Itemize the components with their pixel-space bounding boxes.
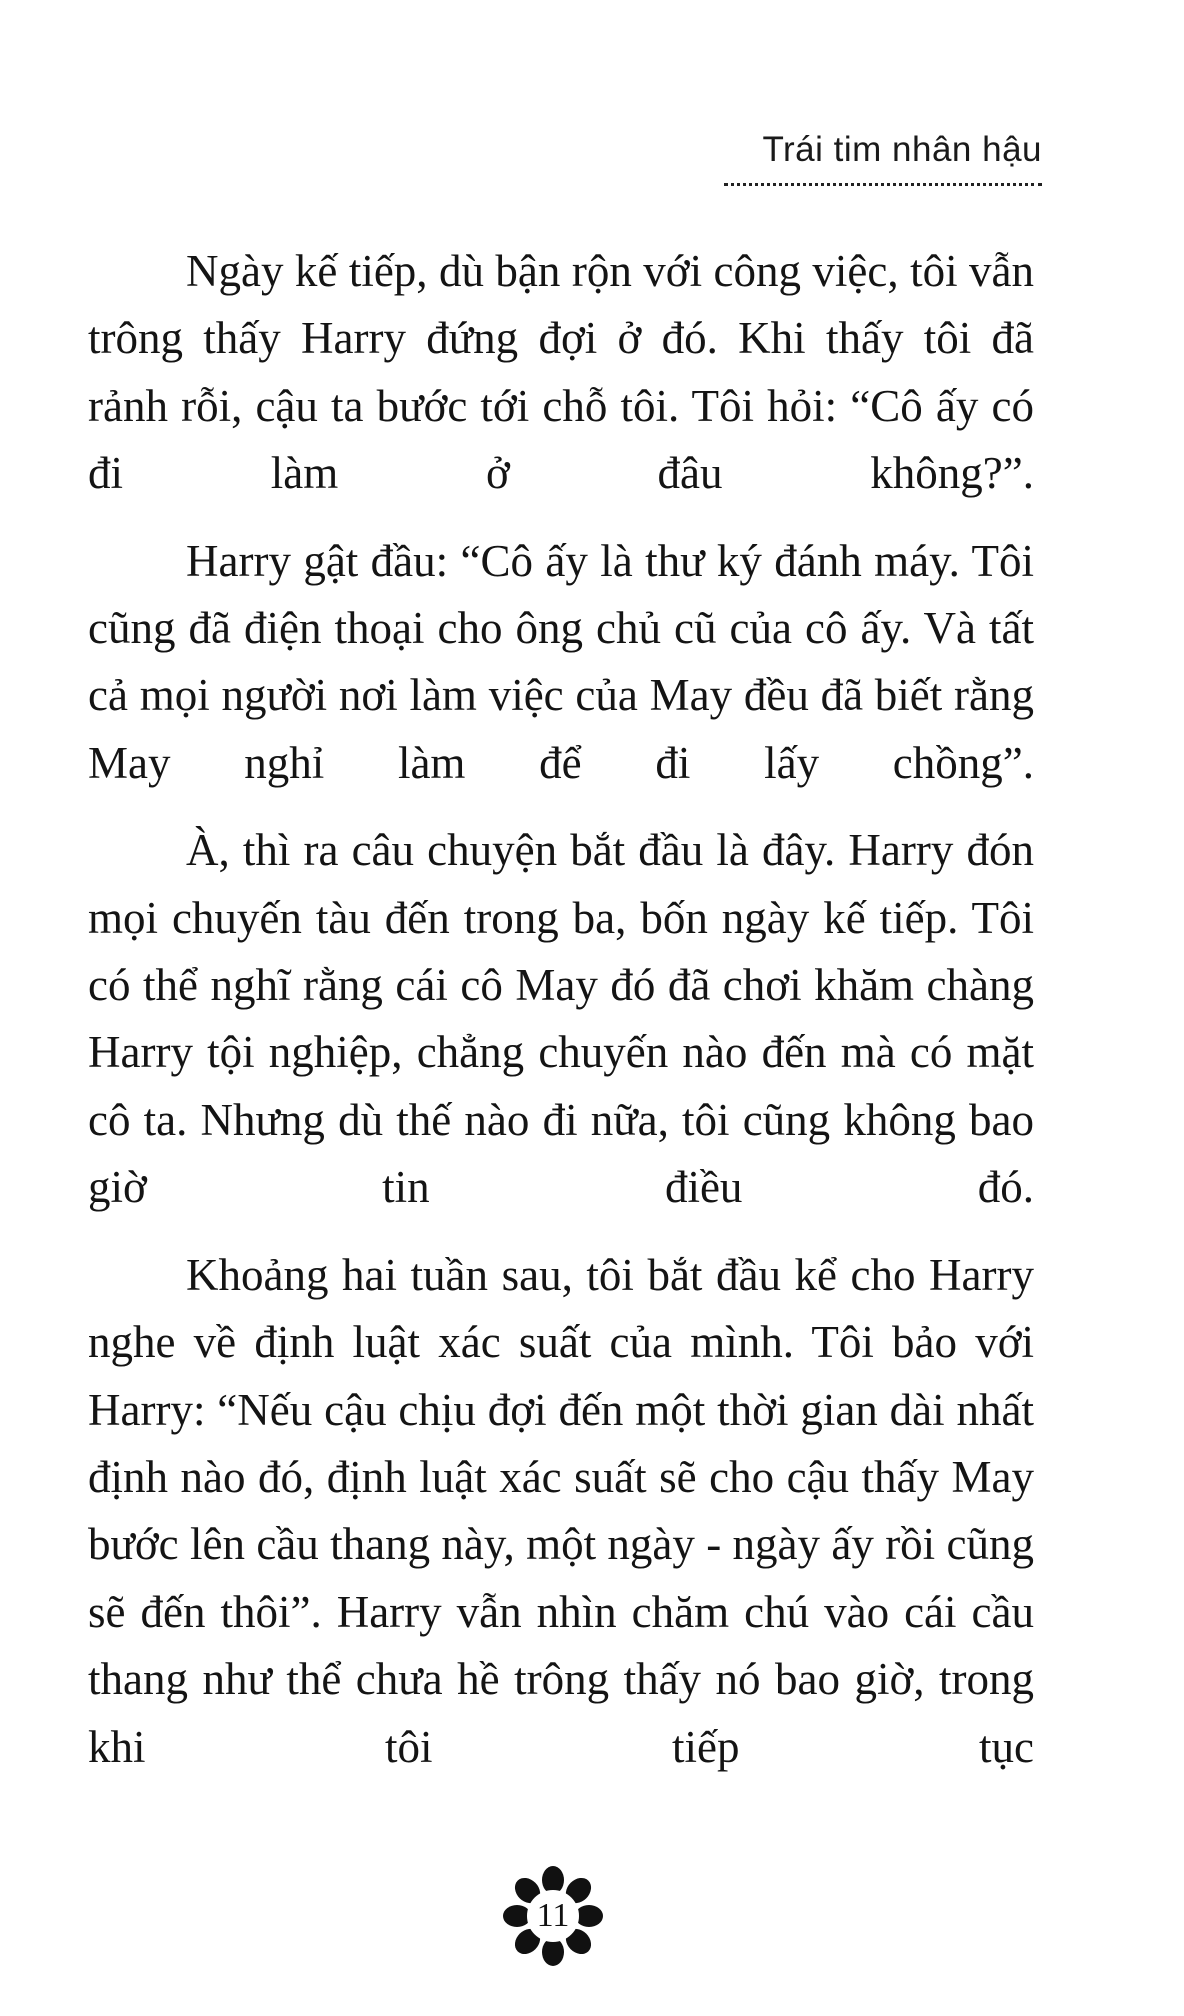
paragraph-3: À, thì ra câu chuyện bắt đầu là đây. Harry đón mọi chuyến tàu đến trong ba, bốn ngày kế tiếp. Tôi có thể nghĩ rằng cái cô May đó đã chơi khăm chàng Harry tội nghiệp, chẳng chuyến nào đến mà có mặt cô ta. Nhưng dù thế nào đi nữa, tôi cũng không bao giờ tin điều đó. [88, 825, 1034, 1213]
paragraph-1: Ngày kế tiếp, dù bận rộn với công việc, tôi vẫn trông thấy Harry đứng đợi ở đó. Khi thấy tôi đã rảnh rỗi, cậu ta bước tới chỗ tôi. Tôi hỏi: “Cô ấy có đi làm ở đâu không?”. [88, 246, 1034, 499]
body-text [88, 238, 1034, 1801]
page-number: 11 [536, 1897, 570, 1934]
header-dotted-rule [724, 183, 1042, 186]
paragraph-2: Harry gật đầu: “Cô ấy là thư ký đánh máy. Tôi cũng đã điện thoại cho ông chủ cũ của cô ấy. Và tất cả mọi người nơi làm việc của May đều đã biết rằng May nghỉ làm để đi lấy chồng”. [88, 535, 1034, 788]
paragraph-4: Khoảng hai tuần sau, tôi bắt đầu kể cho Harry nghe về định luật xác suất của mình. Tôi bảo với Harry: “Nếu cậu chịu đợi đến một thời gian dài nhất định nào đó, định luật xác suất sẽ cho cậu thấy May bước lên cầu thang này, một ngày - ngày ấy rồi cũng sẽ đến thôi”. Harry vẫn nhìn chăm chú vào cái cầu thang như thể chưa hề trông thấy nó bao giờ, trong khi tôi tiếp tục [88, 1249, 1034, 1772]
running-header: Trái tim nhân hậu [762, 130, 1042, 169]
page-number-badge [503, 1866, 603, 1966]
